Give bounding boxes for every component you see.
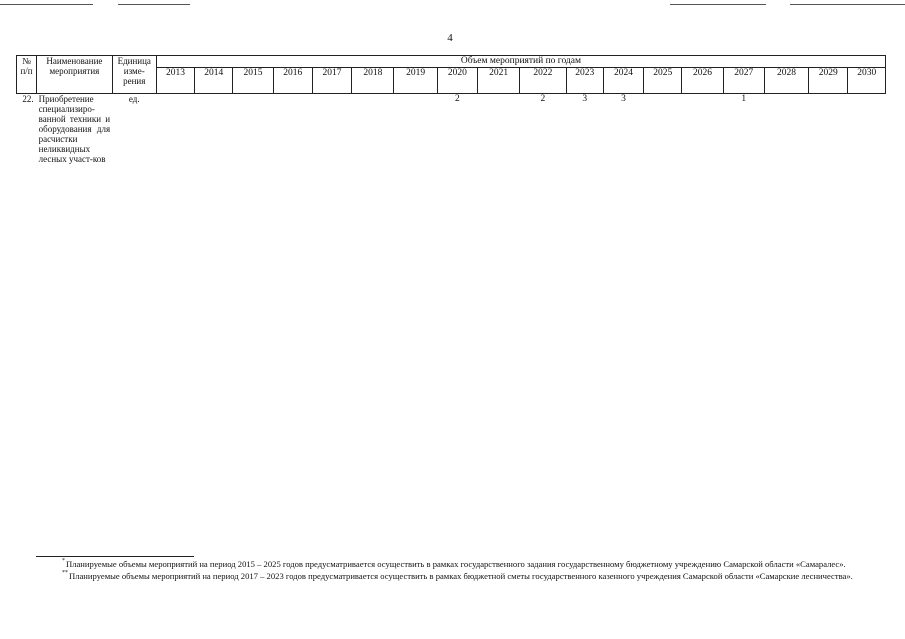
row-measure-name: Приобретение специализиро-ванной техники и оборудования для расчистки неликвидных лесных участ-ков [38,94,111,165]
row-value-2017 [312,94,351,165]
year-header: 2017 [312,68,351,94]
col-header-number: № п/п [17,56,37,94]
years-group-header: Объем мероприятий по годам [156,56,885,68]
footnotes [36,559,876,583]
footnote-marker: ** [62,570,68,577]
year-header: 2029 [809,68,848,94]
measures-volume-table [16,55,886,165]
year-header: 2030 [848,68,886,94]
year-header: 2028 [764,68,808,94]
footnote-separator [36,556,194,557]
row-value-2016 [273,94,312,165]
col-header-name: Наименование мероприятия [37,56,113,94]
row-value-2018 [352,94,394,165]
row-value-2029 [809,94,848,165]
footnote [36,559,876,570]
year-header: 2014 [195,68,233,94]
row-value-2027: 1 [741,94,747,104]
row-number: 22. [22,94,34,104]
year-header: 2023 [566,68,603,94]
row-value-2022: 2 [540,94,546,104]
footnote-text: Планируемые объемы мероприятий на период 2017 – 2023 годов предусматривается осуществить в рамках бюджетной сметы государственного казенного учреждения Самарской области «Самарские лесничества». [69,571,853,582]
footnote-text: Планируемые объемы мероприятий на период 2015 – 2025 годов предусматривается осуществить в рамках государственного задания государственному бюджетному учреждению Самарской области «Самаралес». [66,559,846,569]
table-row [17,94,886,165]
row-value-2015 [233,94,273,165]
row-value-2025 [644,94,682,165]
scan-edge-line [118,4,190,5]
row-value-2014 [195,94,233,165]
year-header: 2025 [644,68,682,94]
year-header: 2018 [352,68,394,94]
row-value-2013 [156,94,194,165]
row-value-2020: 2 [454,94,460,104]
year-header: 2026 [682,68,723,94]
row-value-2028 [764,94,808,165]
scan-edge-line [670,4,766,5]
col-header-unit: Единица изме-рения [112,56,156,94]
year-header: 2015 [233,68,273,94]
row-value-2023: 3 [582,94,588,104]
row-value-2021 [478,94,520,165]
year-header: 2016 [273,68,312,94]
year-header: 2027 [723,68,764,94]
year-header: 2022 [520,68,566,94]
year-header: 2021 [478,68,520,94]
scan-edge-line [790,4,905,5]
row-value-2019 [394,94,437,165]
year-header: 2019 [394,68,437,94]
year-header: 2020 [437,68,477,94]
year-header: 2024 [603,68,643,94]
row-value-2030 [848,94,886,165]
footnote [36,571,876,582]
row-value-2026 [682,94,723,165]
scan-edge-line [0,4,93,5]
row-value-2024: 3 [621,94,626,104]
page-number: 4 [447,32,453,44]
footnote-marker: * [62,558,65,564]
year-header: 2013 [156,68,194,94]
row-unit: ед. [128,94,140,104]
